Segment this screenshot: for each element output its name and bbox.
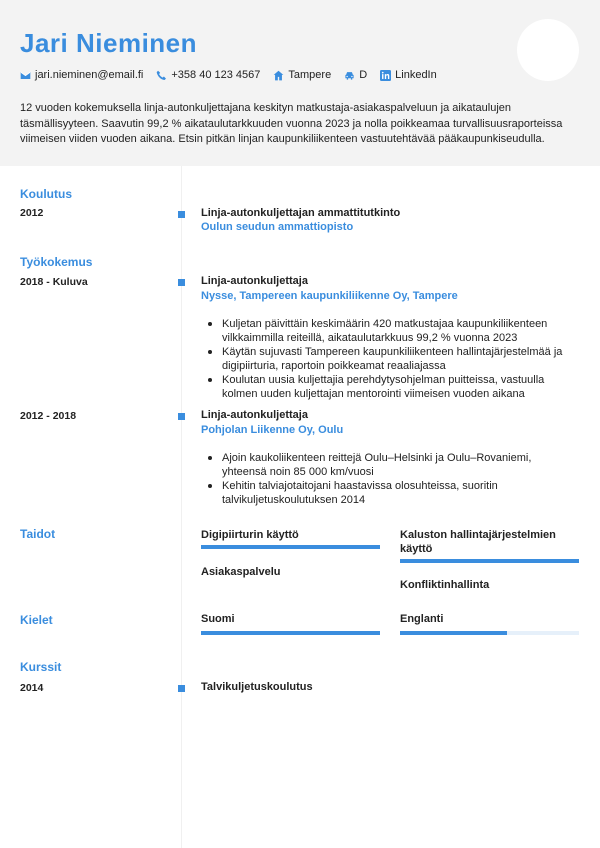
phone-text: +358 40 123 4567 <box>171 69 261 81</box>
language-level-bar <box>201 631 380 635</box>
home-icon <box>273 70 284 81</box>
timeline-marker <box>178 685 185 692</box>
list-item: Kuljetan päivittäin keskimäärin 420 matkustajaa kaupunkiliikenteen vilkkaimmilla reiteillä, aikataulutarkkuus 99,2 % vuonna 2023 <box>206 317 578 345</box>
skill-name: Digipiirturin käyttö <box>201 529 299 541</box>
language-name: Suomi <box>201 613 235 625</box>
job-2-title: Linja-autonkuljettaja <box>201 409 308 421</box>
contact-email[interactable] <box>20 69 143 81</box>
job-1-bullets <box>206 317 578 401</box>
job-2-company: Pohjolan Liikenne Oy, Oulu <box>201 424 344 436</box>
job-2-date: 2012 - 2018 <box>20 410 77 422</box>
contact-phone[interactable] <box>156 69 260 81</box>
linkedin-text: LinkedIn <box>395 69 437 81</box>
language-level-fill <box>201 631 380 635</box>
language-name: Englanti <box>400 613 444 625</box>
timeline-marker <box>178 279 185 286</box>
profile-photo-placeholder <box>517 19 579 81</box>
list-item: Koulutan uusia kuljettajia perehdytysohjelman puitteissa, vastuulla kolmen uuden kuljettajan mentorointi viimeisen vuoden aikana <box>206 373 578 401</box>
list-item: Kehitin talviajotaitojani haastavissa olosuhteissa, suoritin talvikuljetuskoulutuksen 2014 <box>206 479 578 507</box>
job-2-bullets <box>206 451 578 507</box>
skill-level-fill <box>400 559 579 563</box>
list-item: Ajoin kaukoliikenteen reittejä Oulu–Helsinki ja Oulu–Rovaniemi, yhteensä noin 85 000 km/vuosi <box>206 451 578 479</box>
language-level-fill <box>400 631 507 635</box>
education-degree: Linja-autonkuljettajan ammattitutkinto <box>201 207 401 219</box>
timeline-marker <box>178 413 185 420</box>
contact-license <box>344 69 367 81</box>
skill-level-fill <box>201 545 380 549</box>
list-item: Käytän sujuvasti Tampereen kaupunkiliikenteen hallintajärjestelmää ja digipiirturia, raportoin poikkeamat reaaliajassa <box>206 345 578 373</box>
section-title-languages: Kielet <box>20 613 53 627</box>
linkedin-icon <box>380 70 391 81</box>
skill-name: Asiakaspalvelu <box>201 566 281 578</box>
section-title-experience: Työkokemus <box>20 255 93 269</box>
email-text: jari.nieminen@email.fi <box>35 69 144 81</box>
language-level-bar <box>400 631 579 635</box>
skill-name: Kaluston hallintajärjestelmien käyttö <box>400 529 556 555</box>
phone-icon <box>156 70 167 81</box>
section-title-education: Koulutus <box>20 187 72 201</box>
car-icon <box>344 70 355 81</box>
job-1-title: Linja-autonkuljettaja <box>201 275 308 287</box>
contact-city <box>273 69 331 81</box>
education-school: Oulun seudun ammattiopisto <box>201 221 354 233</box>
section-title-courses: Kurssit <box>20 660 62 674</box>
job-1-company: Nysse, Tampereen kaupunkiliikenne Oy, Tampere <box>201 290 458 302</box>
profile-summary: 12 vuoden kokemuksella linja-autonkuljettajana keskityn matkustaja-asiakaspalveluun ja aikataulujen täsmällisyyteen. Saavutin 99,2 % aikataulutarkkuuden vuonna 2023 ja nolla poikkeamaa turvallisuusraporteissa viimeisen viiden vuoden aikana. Etsin pitkän linjan kaupunkiliikenteen vastuutehtävää pääkaupunkiseudulla. <box>20 102 563 145</box>
section-title-skills: Taidot <box>20 527 56 541</box>
course-date: 2014 <box>20 682 44 694</box>
skill-level-bar <box>400 559 579 563</box>
job-1-date: 2018 - Kuluva <box>20 276 88 288</box>
contact-row <box>20 69 450 81</box>
envelope-icon <box>20 70 31 81</box>
city-text: Tampere <box>288 69 332 81</box>
timeline-divider <box>181 166 182 848</box>
person-name: Jari Nieminen <box>20 28 198 58</box>
contact-linkedin[interactable] <box>380 69 437 81</box>
skill-level-bar <box>201 545 380 549</box>
skill-name: Konfliktinhallinta <box>400 579 490 591</box>
course-title: Talvikuljetuskoulutus <box>201 681 313 693</box>
education-date: 2012 <box>20 207 44 219</box>
license-text: D <box>359 69 368 81</box>
timeline-marker <box>178 211 185 218</box>
